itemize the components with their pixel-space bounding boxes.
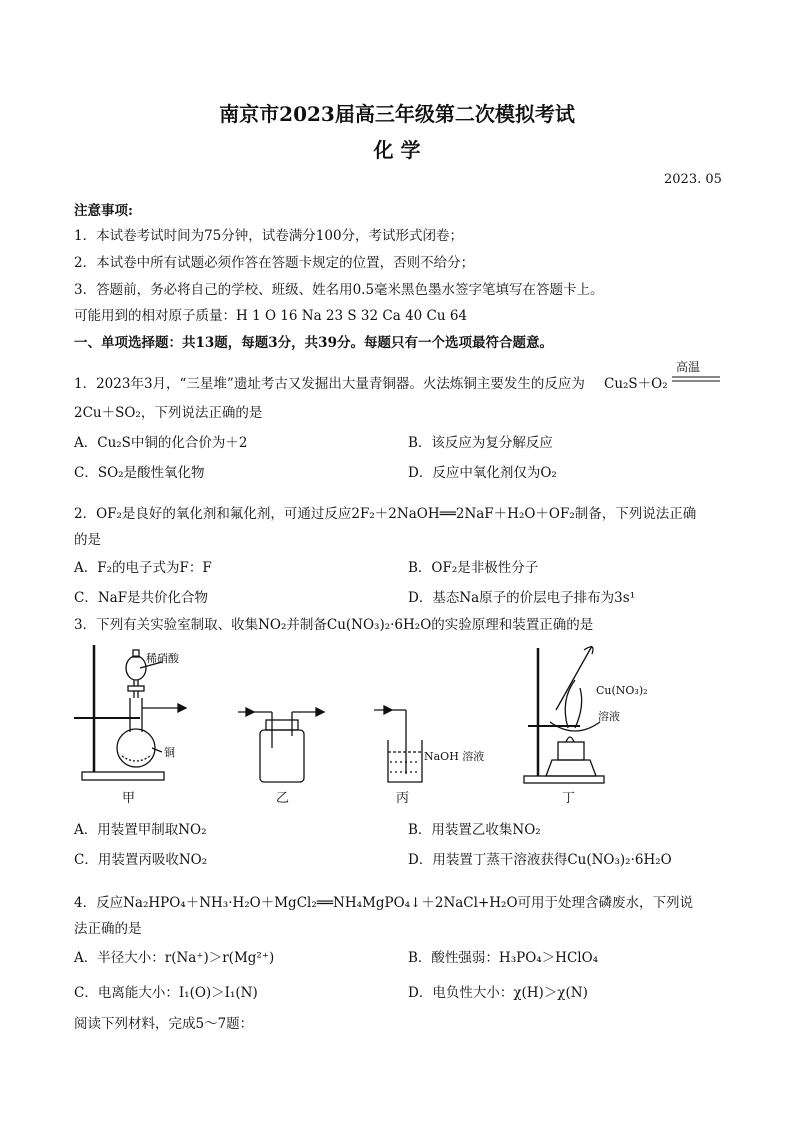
- q4-option-c: C．电离能大小：I₁(O)＞I₁(N): [74, 985, 258, 1001]
- q2-option-d: D．基态Na原子的价层电子排布为3s¹: [408, 590, 636, 606]
- label-solution: 溶液: [598, 710, 620, 723]
- caption-yi: 乙: [276, 791, 290, 806]
- q3-option-b: B．用装置乙收集NO₂: [408, 822, 541, 838]
- q3-option-d: D．用装置丁蒸干溶液获得Cu(NO₃)₂·6H₂O: [408, 852, 672, 868]
- reading-instruction: 阅读下列材料，完成5～7题：: [74, 1016, 254, 1032]
- exam-date: 2023. 05: [664, 172, 722, 187]
- q1-option-d: D．反应中氧化剂仅为O₂: [408, 465, 557, 481]
- label-cuno3: Cu(NO₃)₂: [596, 684, 648, 697]
- q4-stem: 4．反应Na₂HPO₄＋NH₃·H₂O＋MgCl₂══NH₄MgPO₄↓＋2NaCl+H₂O可用于处理含磷废水，下列说: [74, 895, 694, 911]
- q2-stem-cont: 的是: [74, 532, 101, 548]
- q2-option-b: B．OF₂是非极性分子: [408, 560, 539, 576]
- apparatus-figure: [70, 640, 730, 810]
- q1-option-a: A．Cu₂S中铜的化合价为＋2: [74, 435, 248, 451]
- subject-title: 化 学: [373, 138, 421, 162]
- q1-option-b: B．该反应为复分解反应: [408, 435, 553, 451]
- apparatus-yi: [238, 708, 324, 782]
- equals-sign: [670, 375, 722, 383]
- caption-bing: 丙: [396, 791, 410, 806]
- q3-stem: 3．下列有关实验室制取、收集NO₂并制备Cu(NO₃)₂·6H₂O的实验原理和装置正确的是: [74, 617, 594, 633]
- apparatus-bing: [374, 706, 422, 782]
- caption-ding: 丁: [562, 791, 576, 806]
- q1-condition: 高温: [676, 360, 701, 374]
- label-dilute-nitric-acid: 稀硝酸: [146, 652, 179, 665]
- notice-item-3: 3．答题前，务必将自己的学校、班级、姓名用0.5毫米黑色墨水签字笔填写在答题卡上。: [74, 282, 604, 298]
- q4-stem-cont: 法正确的是: [74, 921, 142, 937]
- q1-option-c: C．SO₂是酸性氧化物: [74, 465, 205, 481]
- q4-option-a: A．半径大小：r(Na⁺)＞r(Mg²⁺): [74, 950, 275, 966]
- section-heading: 一、单项选择题：共13题，每题3分，共39分。每题只有一个选项最符合题意。: [74, 335, 553, 351]
- label-copper: 铜: [164, 746, 175, 759]
- q4-option-d: D．电负性大小：χ(H)＞χ(N): [408, 985, 588, 1001]
- label-naoh-solution: NaOH 溶液: [424, 750, 485, 763]
- q2-stem: 2．OF₂是良好的氧化剂和氟化剂，可通过反应2F₂＋2NaOH══2NaF＋H₂O＋OF₂制备，下列说法正确: [74, 506, 697, 522]
- q3-option-c: C．用装置丙吸收NO₂: [74, 852, 208, 868]
- q3-option-a: A．用装置甲制取NO₂: [74, 822, 207, 838]
- notice-item-2: 2．本试卷中所有试题必须作答在答题卡规定的位置，否则不给分；: [74, 255, 475, 271]
- apparatus-jia: [74, 645, 186, 780]
- q2-option-c: C．NaF是共价化合物: [74, 590, 209, 606]
- q1-formula-left: Cu₂S＋O₂: [604, 376, 668, 392]
- notice-item-1: 1．本试卷考试时间为75分钟，试卷满分100分，考试形式闭卷；: [74, 228, 464, 244]
- apparatus-ding: [524, 646, 604, 783]
- q4-option-b: B．酸性强弱：H₃PO₄＞HClO₄: [408, 950, 599, 966]
- notice-heading: 注意事项:: [74, 203, 133, 219]
- q1-stem: 1．2023年3月，“三星堆”遗址考古又发掘出大量青铜器。火法炼铜主要发生的反应为: [74, 376, 585, 392]
- q2-option-a: A．F₂的电子式为F：F: [74, 560, 212, 576]
- exam-title: 南京市2023届高三年级第二次模拟考试: [219, 102, 575, 126]
- q1-stem-cont: 2Cu＋SO₂，下列说法正确的是: [74, 405, 263, 421]
- caption-jia: 甲: [122, 791, 136, 806]
- atomic-masses: 可能用到的相对原子质量：H 1 O 16 Na 23 S 32 Ca 40 Cu 64: [74, 308, 468, 324]
